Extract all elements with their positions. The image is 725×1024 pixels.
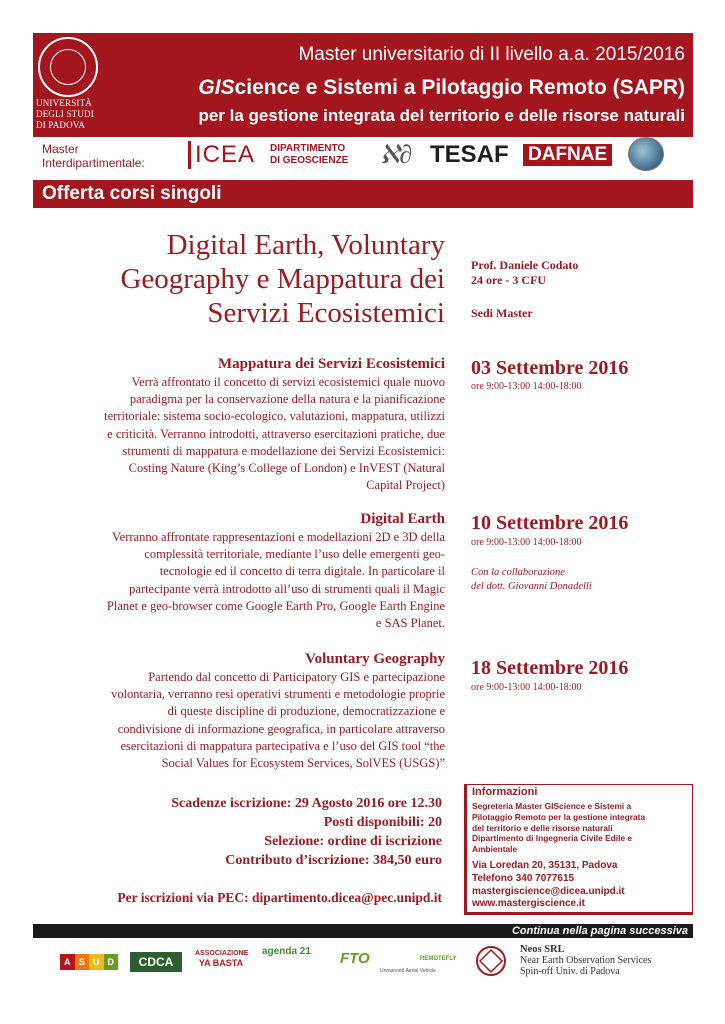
- fto-subtitle: Unmanned Aerial Vehicle: [380, 968, 436, 974]
- section-hours: ore 9:00-13:00 14:00-18:00: [471, 381, 582, 392]
- master-title-rest: cience e Sistemi a Pilotaggio Remoto (SAPR): [234, 76, 685, 99]
- course-title-line: Servizi Ecosistemici: [207, 297, 445, 329]
- info-office-line: Segreteria Master GIScience e Sistemi a: [472, 801, 632, 811]
- geoscienze-line: DIPARTIMENTO: [270, 143, 346, 154]
- section-body-line: volontaria, verranno resi operativi strumenti e metodologie proprie: [111, 687, 445, 702]
- deadline-line: Contributo d’iscrizione: 384,50 euro: [225, 853, 442, 868]
- info-office-line: Ambientale: [472, 844, 518, 855]
- master-title-italic: GIS: [198, 76, 235, 99]
- master-level-line: Master universitario di II livello a.a. 2015/2016: [298, 44, 685, 65]
- yabasta-line: YA BASTA: [198, 958, 244, 968]
- section-body: [38, 374, 445, 494]
- continue-text: Continua nella pagina successiva: [511, 925, 688, 937]
- collaboration-note: [471, 566, 592, 594]
- neos-name: Neos SRL: [520, 944, 565, 955]
- neos-line: Spin-off Univ. di Padova: [520, 966, 620, 977]
- info-contacts: [472, 860, 688, 911]
- deadline-line: Scadenze iscrizione: 29 Agosto 2016 ore 12.30: [171, 796, 442, 811]
- pec-enrollment[interactable]: Per iscrizioni via PEC: dipartimento.dicea@pec.unipd.it: [117, 890, 442, 905]
- geoscienze-line: DI GEOSCIENZE: [270, 155, 349, 166]
- course-title-line: Digital Earth, Voluntary: [166, 229, 445, 261]
- section-body-line: Verranno affrontate rappresentazioni e modellazioni 2D e 3D della: [112, 530, 445, 544]
- section-title: Digital Earth: [360, 511, 445, 527]
- collaboration-line: del dott. Giovanni Donadelli: [471, 581, 592, 592]
- section-body-line: Costing Nature (King’s College of London) e InVEST (Natural: [128, 461, 445, 476]
- cdca-logo: CDCA: [130, 952, 182, 972]
- section-body: [38, 669, 445, 772]
- fto-remotefly-logo: FTO: [340, 950, 370, 967]
- info-phone: Telefono 340 7077615: [472, 872, 575, 884]
- section-body-line: Planet e geo-browser come Google Earth Pro, Google Earth Engine: [106, 598, 445, 613]
- info-office-line: Pilotaggio Remoto per la gestione integrata: [472, 811, 646, 822]
- info-title: Informazioni: [472, 786, 538, 798]
- agenda21-logo: agenda 21: [262, 946, 311, 957]
- globe-logo-icon: [628, 137, 664, 171]
- interdepartmental-label: [42, 142, 145, 170]
- info-address: Via Loredan 20, 35131, Padova: [472, 860, 618, 871]
- fto-tagline: REMOTEFLY: [420, 956, 457, 962]
- collaboration-line: Con la collaborazione: [471, 567, 565, 578]
- section-body-line: e criticità. Verranno introdotti, attraverso esercitazioni pratiche, due: [107, 426, 445, 441]
- section-body-line: e SAS Planet.: [375, 616, 445, 631]
- neos-logo-icon: [474, 944, 508, 978]
- asud-letter: D: [104, 954, 119, 970]
- section-body-line: Social Values for Ecosystem Services, SolVES (USGS)”: [161, 756, 445, 771]
- course-meta: [471, 258, 578, 288]
- section-date: 18 Settembre 2016: [471, 657, 629, 679]
- course-title-line: Geography e Mappatura dei: [120, 263, 445, 295]
- info-office-line: Dipartimento di Ingegneria Civile Edile e: [472, 833, 633, 844]
- university-name-line: DI PADOVA: [36, 120, 86, 130]
- enrollment-deadlines: [60, 794, 442, 870]
- section-body-line: di queste discipline di produzione, democratizzazione e: [167, 704, 445, 719]
- info-email[interactable]: mastergiscience@dicea.unipd.it: [472, 885, 625, 897]
- yabasta-line: ASSOCIAZIONE: [195, 950, 249, 957]
- section-body-line: paradigma per la conservazione della natura e la pianificazione: [129, 392, 445, 407]
- section-hours: ore 9:00-13:00 14:00-18:00: [471, 682, 582, 693]
- asud-letter: S: [75, 954, 90, 970]
- master-title: [110, 76, 685, 100]
- info-office: [472, 801, 688, 855]
- university-seal-inner-icon: [50, 49, 86, 85]
- section-date: 03 Settembre 2016: [471, 357, 629, 379]
- yabasta-logo: [195, 950, 247, 968]
- section-body-line: Verrà affrontato il concetto di servizi ecosistemici quale nuovo: [131, 375, 445, 389]
- section-body-line: complessità territoriale, mediante l’uso delle emergenti geo-: [144, 547, 445, 562]
- icea-logo: ICEA: [188, 141, 255, 169]
- tesaf-logo: TESAF: [430, 141, 509, 168]
- university-name: [36, 98, 106, 131]
- section-body-line: esercitazioni di mappatura partecipativa e l’uso del GIS tool “the: [120, 738, 445, 753]
- section-body-line: Capital Project): [366, 478, 445, 493]
- section-body-line: partecipante verrà introdotto all’uso di strumenti quali il Magic: [129, 581, 445, 596]
- neos-line: Near Earth Observation Services: [520, 955, 652, 966]
- section-title: Mappatura dei Servizi Ecosistemici: [217, 356, 445, 372]
- asud-letter: U: [89, 954, 104, 970]
- info-website[interactable]: www.mastergiscience.it: [472, 898, 586, 910]
- asud-letter: A: [60, 954, 75, 970]
- section-hours: ore 9:00-13:00 14:00-18:00: [471, 537, 582, 548]
- geoscienze-logo: [270, 143, 348, 167]
- master-subtitle: per la gestione integrata del territorio e delle risorse naturali: [198, 106, 685, 125]
- section-date: 10 Settembre 2016: [471, 512, 629, 534]
- course-location: Sedi Master: [471, 306, 533, 320]
- info-office-line: del territorio e delle risorse naturali: [472, 822, 613, 833]
- asud-logo: [60, 954, 118, 970]
- course-title: [60, 228, 445, 330]
- interdip-line: Master: [42, 142, 79, 156]
- offer-title: Offerta corsi singoli: [42, 183, 222, 204]
- professor-name: Prof. Daniele Codato: [471, 258, 579, 272]
- interdip-line: Interdipartimentale:: [42, 156, 145, 170]
- section-body-line: condivisione di informazione geografica, in particolare attraverso: [117, 721, 445, 736]
- deadline-line: Selezione: ordine di iscrizione: [264, 834, 442, 849]
- section-title: Voluntary Geography: [305, 651, 445, 667]
- hours-cfu: 24 ore - 3 CFU: [471, 273, 547, 287]
- section-body-line: strumenti di mappatura e modellazione dei Servizi Ecosistemici:: [122, 443, 445, 458]
- section-body-line: territoriale: sistema socio-ecologico, valutazioni, mappatura, utilizzi: [104, 409, 445, 424]
- section-body-line: Partendo dal concetto di Participatory GIS e partecipazione: [148, 670, 445, 684]
- university-name-line: UNIVERSITÀ: [36, 98, 92, 108]
- university-name-line: DEGLI STUDI: [36, 109, 94, 119]
- section-body-line: tecnologie ed il concetto di terra digitale. In particolare il: [159, 564, 445, 579]
- section-body: [38, 529, 445, 632]
- dafnae-logo: DAFNAE: [523, 144, 612, 166]
- deadline-line: Posti disponibili: 20: [323, 815, 442, 830]
- neos-info: [520, 944, 651, 977]
- sga-logo: ℵ∂: [380, 140, 413, 169]
